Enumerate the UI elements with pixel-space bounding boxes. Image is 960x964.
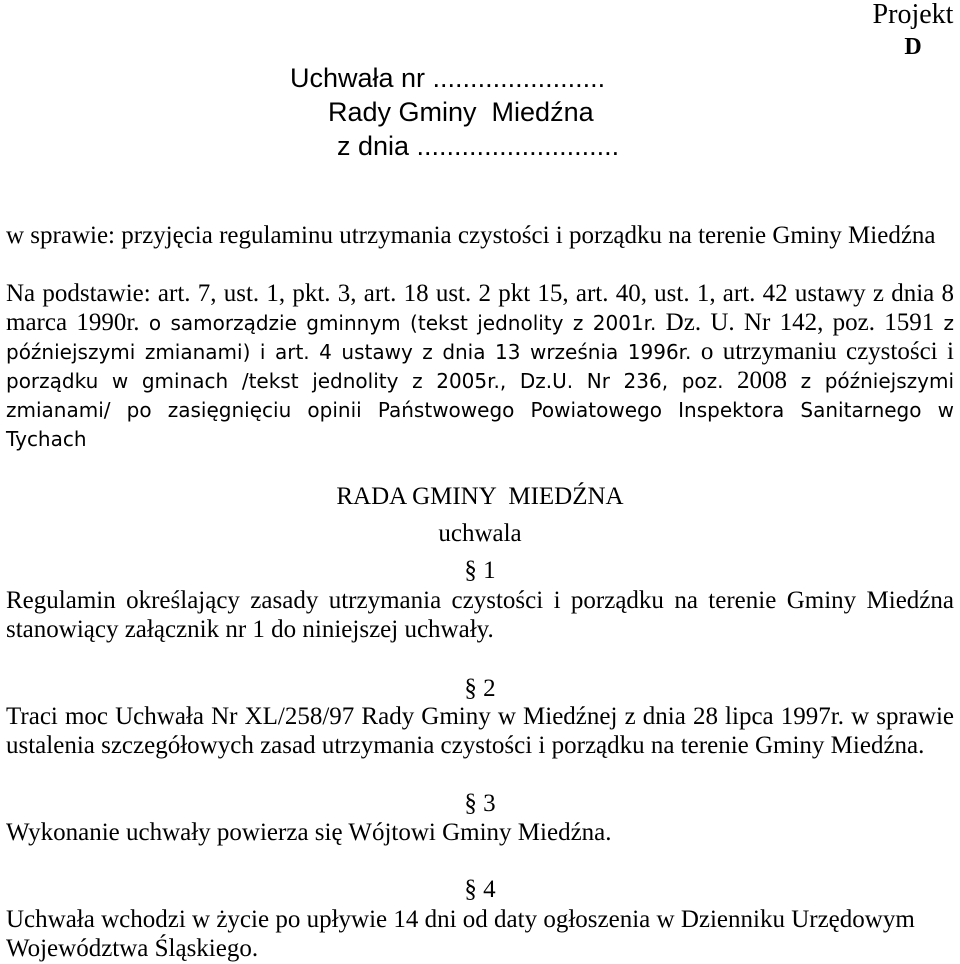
resolution-date: z dnia ...........................: [337, 131, 620, 161]
section-text: [6, 818, 954, 847]
preamble-segment: zmianami/ po zasięgnięciu opinii Państwowego Powiatowego Inspektora Sanitarnego w: [6, 398, 954, 422]
preamble-line: [6, 308, 954, 337]
section-mark: § 3: [464, 790, 496, 817]
section-line: Traci moc Uchwała Nr XL/258/97 Rady Gminy w Miedźnej z dnia 28 lipca 1997r. w sprawie: [6, 703, 954, 730]
preamble-segment: późniejszymi zmianami) i art. 4 ustawy z dnia 13 września 1996r.: [6, 340, 692, 364]
preamble-line: [6, 337, 954, 366]
section-line: Uchwała wchodzi w życie po upływie 14 dni od daty ogłoszenia w Dzienniku Urzędowym: [6, 906, 915, 933]
preamble-segment: Tychach: [6, 427, 87, 451]
preamble-segment: porządku w gminach /tekst jednolity z 2005r., Dz.U. Nr 236, poz.: [6, 369, 724, 393]
draft-version: D: [904, 34, 922, 60]
section-text: [6, 905, 954, 963]
section-line: ustalenia szczegółowych zasad utrzymania czystości i porządku na terenie Gminy Miedźna.: [6, 732, 925, 759]
legal-basis-paragraph: [6, 279, 954, 453]
resolution-council: Rady Gminy Miedźna: [328, 97, 594, 127]
draft-marker: [871, 0, 955, 62]
resolution-number: Uchwała nr .......................: [290, 63, 606, 93]
preamble-segment: z: [943, 311, 955, 335]
section-mark: § 1: [464, 557, 496, 584]
preamble-segment: o samorządzie gminnym (tekst jednolity z 2001r.: [148, 311, 657, 335]
section-line: Wykonanie uchwały powierza się Wójtowi Gminy Miedźna.: [6, 819, 612, 846]
preamble-line: [6, 424, 954, 453]
preamble-segment: marca 1990r.: [6, 309, 140, 336]
preamble-segment: o utrzymaniu czystości i: [700, 338, 954, 365]
enacting-verb: uchwala: [438, 520, 522, 547]
preamble-segment: z późniejszymi: [800, 369, 955, 393]
section-text: [6, 702, 954, 760]
section-mark: § 4: [464, 876, 496, 903]
preamble-segment: Na podstawie: art. 7, ust. 1, pkt. 3, art. 18 ust. 2 pkt 15, art. 40, ust. 1, art. 42 ustawy z dnia 8: [6, 280, 954, 307]
preamble-segment: 2008: [737, 367, 788, 394]
preamble-line: [6, 395, 954, 424]
section-line: Regulamin określający zasady utrzymania czystości i porządku na terenie Gminy Miedźna: [6, 587, 954, 614]
preamble-line: [6, 279, 954, 308]
section-text: [6, 586, 954, 644]
preamble-line: [6, 366, 954, 395]
resolution-subject: w sprawie: przyjęcia regulaminu utrzymania czystości i porządku na terenie Gminy Miedźna: [6, 222, 936, 249]
draft-label: Projekt: [872, 0, 954, 30]
section-line: Województwa Śląskiego.: [6, 935, 259, 962]
section-mark: § 2: [464, 675, 496, 702]
section-line: stanowiący załącznik nr 1 do niniejszej uchwały.: [6, 616, 494, 643]
preamble-segment: Dz. U. Nr 142, poz. 1591: [665, 309, 935, 336]
enacting-council: RADA GMINY MIEDŹNA: [336, 483, 624, 510]
